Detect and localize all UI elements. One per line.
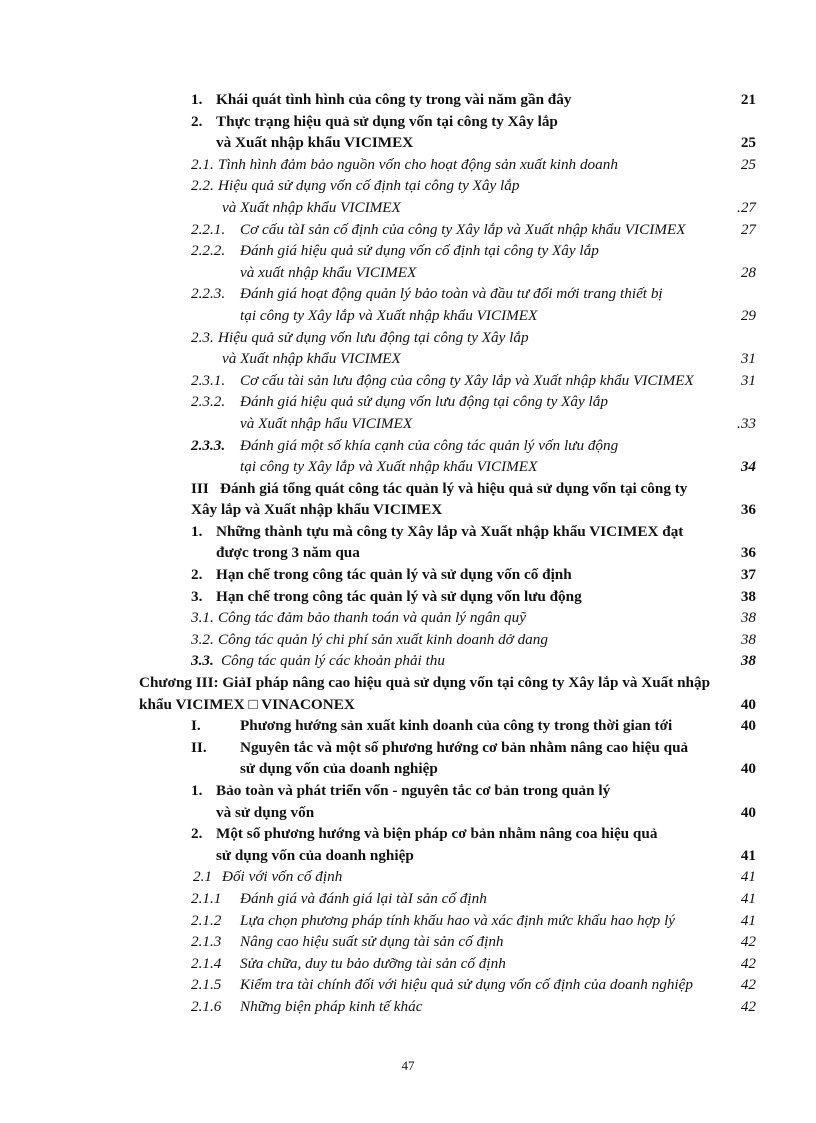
toc-entry [0, 478, 816, 500]
toc-entry-title: Đánh giá hoạt động quản lý bảo toàn và đầu tư đổi mới trang thiết bị [240, 285, 663, 303]
toc-entry-page: 42 [740, 933, 756, 951]
toc-entry-title: Đánh giá hiệu quả sử dụng vốn cố định tại công ty Xây lắp [240, 242, 599, 260]
toc-entry [0, 931, 816, 953]
toc-entry-title: Một số phương hướng và biện pháp cơ bản nhằm nâng coa hiệu quả [216, 825, 658, 843]
toc-entry [0, 175, 816, 197]
toc-entry-title: Đánh giá hiệu quả sử dụng vốn lưu động tại công ty Xây lắp [240, 393, 608, 411]
toc-entry [0, 456, 816, 478]
toc-entry-page: 38 [740, 630, 756, 648]
toc-entry-title: Đánh giá và đánh giá lại tàI sản cố định [240, 889, 487, 907]
toc-entry [0, 996, 816, 1018]
toc-entry-title: Đánh giá một số khía cạnh của công tác quản lý vốn lưu động [240, 436, 619, 454]
toc-entry-number: 2.1.1 [191, 889, 222, 907]
toc-entry-page: .33 [737, 414, 756, 432]
toc-entry-title: Xây lắp và Xuất nhập khẩu VICIMEX [191, 501, 443, 519]
toc-entry [0, 607, 816, 629]
toc-entry-number: 2.1.2 [191, 911, 222, 929]
toc-entry-number: 2. [191, 566, 203, 584]
toc-entry [0, 521, 816, 543]
toc-entry [0, 802, 816, 824]
toc-entry-page: 27 [740, 220, 756, 238]
toc-entry [0, 910, 816, 932]
toc-entry-title: Phương hướng sản xuất kinh doanh của công ty trong thời gian tới [240, 717, 673, 735]
table-of-contents [0, 89, 816, 1018]
toc-entry-title: sử dụng vốn của doanh nghiệp [216, 846, 414, 864]
toc-entry-number: 2.1.3 [191, 933, 222, 951]
toc-entry [0, 780, 816, 802]
toc-entry-title: tại công ty Xây lắp và Xuất nhập khẩu VICIMEX [240, 458, 538, 476]
toc-entry-title: Hạn chế trong công tác quản lý và sử dụng vốn cố định [216, 566, 572, 584]
toc-entry-page: 40 [740, 803, 756, 821]
toc-entry-title: Những thành tựu mà công ty Xây lắp và Xuất nhập khẩu VICIMEX đạt [216, 522, 684, 540]
toc-entry [0, 435, 816, 457]
toc-entry [0, 262, 816, 284]
toc-entry-title: Nâng cao hiệu suất sử dụng tài sản cố định [240, 933, 504, 951]
toc-entry-title: và sử dụng vốn [216, 803, 315, 821]
toc-entry-number: 2.2.1. [191, 220, 226, 238]
toc-entry-title: Kiểm tra tài chính đối với hiệu quả sử dụng vốn cố định của doanh nghiệp [240, 976, 693, 994]
toc-entry-title: Cơ cấu tài sản lưu động của công ty Xây lắp và Xuất nhập khẩu VICIMEX [240, 371, 694, 389]
toc-entry-number: 3. [191, 587, 203, 605]
toc-entry-title: Cơ cấu tàI sản cố định của công ty Xây lắp và Xuất nhập khẩu VICIMEX [240, 220, 686, 238]
toc-entry [0, 758, 816, 780]
toc-entry [0, 327, 816, 349]
toc-entry [0, 715, 816, 737]
toc-entry-title: Bảo toàn và phát triển vốn - nguyên tắc cơ bản trong quản lý [216, 782, 611, 799]
toc-entry-title: Tình hình đảm bảo nguồn vốn cho hoạt động sản xuất kinh doanh [218, 155, 618, 173]
toc-entry-page: 36 [740, 544, 756, 562]
toc-entry [0, 132, 816, 154]
toc-entry [0, 283, 816, 305]
toc-entry-title: Khái quát tình hình của công ty trong vài năm gần đây [216, 91, 572, 108]
page-number: 47 [401, 1058, 415, 1073]
toc-entry-number: 2.1.6 [191, 997, 222, 1015]
toc-entry-title: Sửa chữa, duy tu bảo dưỡng tài sản cố định [240, 954, 506, 972]
toc-entry-number: 3.2. [191, 630, 214, 648]
toc-entry-title: Những biện pháp kinh tế khác [240, 997, 423, 1015]
toc-entry-number: I. [191, 717, 201, 735]
toc-entry-page: 42 [740, 976, 756, 994]
toc-entry-page: 36 [740, 501, 756, 519]
toc-entry [0, 370, 816, 392]
toc-entry [0, 953, 816, 975]
toc-entry-title: Hiệu quả sử dụng vốn lưu động tại công ty Xây lắp [218, 328, 529, 346]
toc-entry [0, 542, 816, 564]
toc-entry-page: .27 [737, 198, 756, 216]
toc-entry-title: Nguyên tắc và một số phương hướng cơ bản nhằm nâng cao hiệu quả [240, 738, 689, 756]
toc-entry [0, 413, 816, 435]
toc-entry-title: Đối với vốn cố định [222, 868, 343, 886]
toc-entry-page: 31 [740, 350, 756, 368]
toc-entry [0, 240, 816, 262]
toc-entry-number: 2.3.2. [191, 393, 226, 411]
toc-entry [0, 823, 816, 845]
toc-entry-page: 40 [740, 717, 756, 735]
toc-entry-page: 41 [740, 868, 756, 886]
toc-entry-title: khẩu VICIMEX □ VINACONEX [139, 695, 355, 713]
toc-entry [0, 305, 816, 327]
toc-entry-title: và Xuất nhập khẩu VICIMEX [216, 134, 414, 152]
toc-entry-number: 3.3. [191, 652, 214, 670]
toc-entry-page: 31 [740, 371, 756, 389]
toc-entry [0, 866, 816, 888]
toc-entry-title: tại công ty Xây lắp và Xuất nhập khẩu VICIMEX [240, 306, 538, 324]
toc-entry-page: 40 [740, 695, 756, 713]
toc-entry [0, 348, 816, 370]
toc-entry-title: và xuất nhập khẩu VICIMEX [240, 263, 417, 281]
toc-entry-number: 2.2.3. [191, 285, 226, 303]
toc-entry-number: 2.1. [191, 155, 214, 173]
toc-entry-number: 2. [191, 112, 203, 130]
toc-entry-page: 28 [740, 263, 756, 281]
toc-entry-number: 2.1.5 [191, 976, 222, 994]
toc-entry [0, 650, 816, 672]
toc-entry-number: 2.1 [193, 868, 212, 886]
toc-entry-number: II. [191, 738, 207, 756]
toc-entry-page: 38 [740, 652, 756, 670]
toc-entry-title: và Xuất nhập khẩu VICIMEX [222, 198, 401, 216]
toc-entry-number: 3.1. [191, 609, 214, 627]
toc-entry [0, 737, 816, 759]
toc-entry-number: 2.3.3. [191, 436, 226, 454]
toc-entry [0, 672, 816, 694]
toc-entry-title: và Xuất nhập hẩu VICIMEX [240, 414, 413, 432]
toc-entry-title: Chương III: GiảI pháp nâng cao hiệu quả sử dụng vốn tại công ty Xây lắp và Xuất nhập [139, 674, 711, 692]
toc-entry-number: 2. [191, 825, 203, 843]
toc-entry-title: Công tác quản lý chi phí sản xuất kinh doanh dở dang [218, 630, 548, 648]
toc-entry-title: Đánh giá tổng quát công tác quản lý và hiệu quả sử dụng vốn tại công ty [220, 479, 688, 497]
toc-entry-title: Hiệu quả sử dụng vốn cố định tại công ty Xây lắp [218, 177, 520, 195]
toc-entry-number: III [191, 479, 209, 497]
toc-entry-number: 2.3.1. [191, 371, 226, 389]
toc-entry-title: Lựa chọn phương pháp tính khấu hao và xác định mức khấu hao hợp lý [240, 911, 676, 929]
toc-entry [0, 586, 816, 608]
toc-entry [0, 564, 816, 586]
toc-entry-number: 1. [191, 91, 203, 108]
toc-entry-title: Công tác đảm bảo thanh toán và quản lý ngân quỹ [218, 609, 526, 627]
toc-entry-number: 2.2. [191, 177, 214, 195]
toc-entry [0, 888, 816, 910]
toc-entry [0, 694, 816, 716]
toc-entry-number: 2.1.4 [191, 954, 222, 972]
toc-entry [0, 974, 816, 996]
toc-entry-page: 25 [740, 134, 756, 152]
toc-entry-page: 37 [740, 566, 756, 584]
toc-entry-number: 2.3. [191, 328, 214, 346]
toc-entry [0, 499, 816, 521]
toc-entry-number: 2.2.2. [191, 242, 226, 260]
toc-entry [0, 154, 816, 176]
toc-entry-page: 41 [740, 889, 756, 907]
toc-entry-page: 38 [740, 587, 756, 605]
toc-entry-title: sử dụng vốn của doanh nghiệp [240, 760, 438, 778]
toc-entry-number: 1. [191, 522, 203, 540]
toc-entry [0, 219, 816, 241]
toc-entry-page: 34 [740, 458, 756, 476]
toc-entry [0, 111, 816, 133]
toc-entry-title: Hạn chế trong công tác quản lý và sử dụng vốn lưu động [216, 587, 582, 605]
toc-entry-page: 21 [740, 91, 756, 108]
toc-entry-title: và Xuất nhập khẩu VICIMEX [222, 350, 401, 368]
toc-entry-page: 41 [740, 846, 756, 864]
toc-entry [0, 845, 816, 867]
toc-entry [0, 391, 816, 413]
toc-entry-page: 40 [740, 760, 756, 778]
toc-entry-number: 1. [191, 782, 203, 799]
toc-entry-title: Công tác quản lý các khoản phải thu [221, 652, 445, 670]
toc-entry-page: 29 [740, 306, 756, 324]
toc-entry [0, 197, 816, 219]
toc-entry-page: 38 [740, 609, 756, 627]
toc-entry [0, 89, 816, 111]
toc-entry-page: 41 [740, 911, 756, 929]
toc-entry-title: được trong 3 năm qua [216, 544, 360, 562]
toc-entry-page: 25 [740, 155, 756, 173]
toc-entry-title: Thực trạng hiệu quả sử dụng vốn tại công ty Xây lắp [216, 112, 558, 130]
toc-entry [0, 629, 816, 651]
toc-entry-page: 42 [740, 997, 756, 1015]
toc-entry-page: 42 [740, 954, 756, 972]
